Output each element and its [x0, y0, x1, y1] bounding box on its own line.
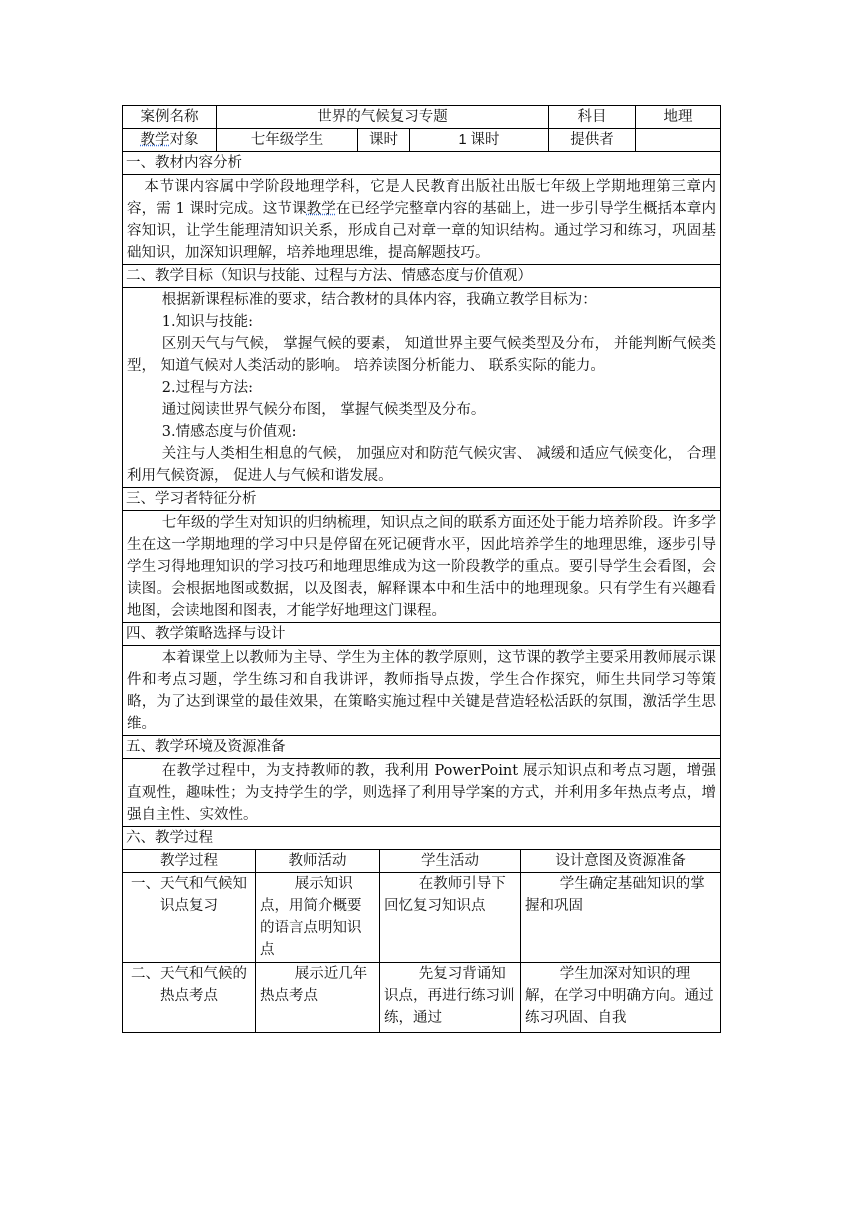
- column-header-intent: 设计意图及资源准备: [521, 850, 721, 873]
- row-2-intent: 学生加深对知识的理解，在学习中明确方向。通过练习巩固、自我: [521, 963, 721, 1033]
- column-header-stage: 教学过程: [123, 850, 256, 873]
- case-name-value: 世界的气候复习专题: [217, 106, 549, 129]
- hours-label: 课时: [358, 129, 410, 152]
- column-header-teacher: 教师活动: [256, 850, 380, 873]
- row-1-student: 在教师引导下回忆复习知识点: [380, 873, 521, 963]
- row-1-intent: 学生确定基础知识的掌握和巩固: [521, 873, 721, 963]
- hours-value: 1 课时: [410, 129, 549, 152]
- column-header-student: 学生活动: [380, 850, 521, 873]
- section-2-heading-3: 3.情感态度与价值观:: [161, 424, 297, 440]
- section-5-body: [123, 759, 721, 827]
- section-2-para-1: 区别天气与气候， 掌握气候的要素， 知道世界主要气候类型及分布， 并能判断气候类型， 知道气候对人类活动的影响。 培养读图分析能力、 联系实际的能力。: [127, 336, 716, 374]
- section-1-text-a: 本节课内容属中学阶段地理学科，它是人民教育出版社出版七年级上学期地理第三章内容，需 1 课时完成。这节课: [127, 179, 716, 217]
- row-1-stage: 一、天气和气候知识点复习: [123, 873, 256, 963]
- section-2-para-2: 通过阅读世界气候分布图， 掌握气候类型及分布。: [161, 402, 486, 418]
- case-table: [122, 105, 721, 850]
- row-2-stage: 二、天气和气候的热点考点: [123, 963, 256, 1033]
- section-1-title: 一、教材内容分析: [123, 152, 721, 175]
- section-1-body: [123, 175, 721, 265]
- row-2-student: 先复习背诵知识点，再进行练习训练，通过: [380, 963, 521, 1033]
- process-table: [122, 849, 721, 1033]
- row-1-teacher: 展示知识点，用简介概要的语言点明知识点: [256, 873, 380, 963]
- row-2-teacher: 展示近几年热点考点: [256, 963, 380, 1033]
- object-label-rest: 对象: [169, 132, 199, 148]
- lesson-plan-document: [122, 105, 720, 1033]
- section-1-text-b: 在已经学完整章内容的基础上，进一步引导学生概括本章内容知识，让学生能理清知识关系，形成自己对章一章的知识结构。通过学习和练习，巩固基础知识，加深知识理解，培养地理思维，提高解题技巧。: [127, 201, 717, 261]
- section-2-heading-1: 1.知识与技能:: [161, 314, 254, 330]
- case-name-label: 案例名称: [123, 106, 217, 129]
- section-5-text: 在教学过程中，为支持教师的教，我利用 PowerPoint 展示知识点和考点习题，增强直观性，趣味性；为支持学生的学，则选择了利用导学案的方式，并利用多年热点考点，增强自主性、实效性。: [127, 763, 716, 823]
- section-3-title: 三、学习者特征分析: [123, 488, 721, 511]
- section-6-title: 六、教学过程: [123, 827, 721, 850]
- section-2-title: 二、教学目标（知识与技能、过程与方法、情感态度与价值观）: [123, 265, 721, 288]
- provider-label: 提供者: [549, 129, 636, 152]
- section-2-heading-2: 2.过程与方法:: [161, 380, 254, 396]
- section-4-body: [123, 646, 721, 736]
- section-2-intro: 根据新课程标准的要求，结合教材的具体内容，我确立教学目标为：: [161, 292, 597, 308]
- section-3-text: 七年级的学生对知识的归纳梳理，知识点之间的联系方面还处于能力培养阶段。许多学生在这一学期地理的学习中只是停留在死记硬背水平，因此培养学生的地理思维，逐步引导学生习得地理知识的学习技巧和地理思维成为这一阶段教学的重点。要引导学生会看图，会读图。会根据地图或数据，以及图表，解释课本中和生活中的地理现象。只有学生有兴趣看地图，会读地图和图表，才能学好地理这门课程。: [127, 515, 716, 619]
- object-label-link[interactable]: 教学: [140, 132, 170, 148]
- section-4-text: 本着课堂上以教师为主导、学生为主体的教学原则，这节课的教学主要采用教师展示课件和考点习题，学生练习和自我讲评，教师指导点拨，学生合作探究，师生共同学习等策略，为了达到课堂的最佳效果，在策略实施过程中关键是营造轻松活跃的氛围，激活学生思维。: [127, 650, 716, 732]
- section-1-link[interactable]: 教学: [306, 201, 336, 217]
- table-row: [123, 873, 721, 963]
- section-2-body: [123, 288, 721, 488]
- table-row: [123, 963, 721, 1033]
- subject-label: 科目: [549, 106, 636, 129]
- section-5-title: 五、教学环境及资源准备: [123, 736, 721, 759]
- section-4-title: 四、教学策略选择与设计: [123, 623, 721, 646]
- section-3-body: [123, 511, 721, 623]
- provider-value: [636, 129, 721, 152]
- teaching-object-value: 七年级学生: [217, 129, 358, 152]
- section-2-para-3: 关注与人类相生相息的气候， 加强应对和防范气候灾害、 减缓和适应气候变化， 合理利用气候资源， 促进人与气候和谐发展。: [127, 446, 716, 484]
- subject-value: 地理: [636, 106, 721, 129]
- teaching-object-label: [123, 129, 217, 152]
